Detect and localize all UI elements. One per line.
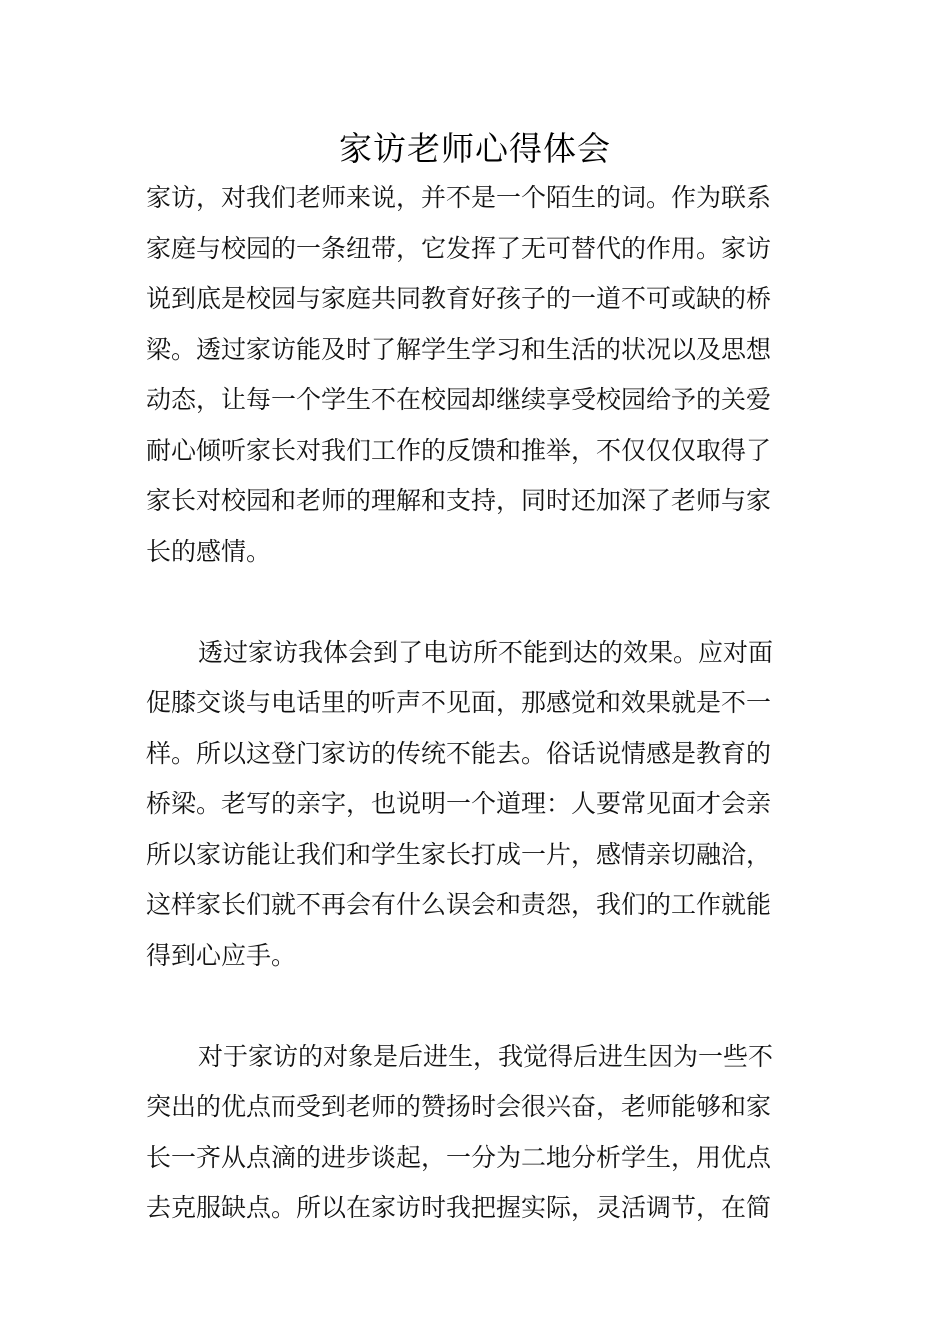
paragraph-line: 家长对校园和老师的理解和支持，同时还加深了老师与家	[146, 486, 772, 515]
paragraph-line: 促膝交谈与电话里的听声不见面，那感觉和效果就是不一	[146, 688, 772, 717]
paragraph-line: 长的感情。	[146, 536, 272, 566]
paragraph-line: 对于家访的对象是后进生，我觉得后进生因为一些不	[198, 1041, 774, 1071]
paragraph-line: 说到底是校园与家庭共同教育好孩子的一道不可或缺的桥	[146, 284, 772, 313]
document-title: 家访老师心得体会	[339, 129, 611, 168]
paragraph-line: 所以家访能让我们和学生家长打成一片，感情亲切融洽，	[146, 839, 772, 869]
paragraph-line: 这样家长们就不再会有什么误会和责怨，我们的工作就能	[146, 890, 772, 919]
paragraph-line: 得到心应手。	[146, 940, 297, 970]
paragraph-spacer	[146, 981, 816, 1032]
paragraph-line: 透过家访我体会到了电访所不能到达的效果。应对面	[198, 637, 774, 667]
paragraph-line: 动态，让每一个学生不在校园却继续享受校园给予的关爱	[146, 385, 772, 414]
paragraph-line: 家访，对我们老师来说，并不是一个陌生的词。作为联系	[146, 183, 772, 212]
paragraph-line: 去克服缺点。所以在家访时我把握实际，灵活调节，在简	[146, 1193, 772, 1222]
paragraph-line: 家庭与校园的一条纽带，它发挥了无可替代的作用。家访	[146, 233, 772, 263]
paragraph-line: 突出的优点而受到老师的赞扬时会很兴奋，老师能够和家	[146, 1092, 772, 1121]
paragraph-line: 长一齐从点滴的进步谈起，一分为二地分析学生，用优点	[146, 1142, 772, 1172]
paragraph-2	[146, 628, 816, 982]
paragraph-line: 样。所以这登门家访的传统不能去。俗话说情感是教育的	[146, 738, 772, 768]
paragraph-spacer	[146, 577, 816, 628]
paragraph-1	[146, 173, 816, 577]
paragraph-3	[146, 1032, 816, 1234]
paragraph-line: 梁。透过家访能及时了解学生学习和生活的状况以及思想	[146, 334, 772, 364]
paragraph-line: 桥梁。老写的亲字，也说明一个道理：人要常见面才会亲	[146, 789, 772, 818]
paragraph-line: 耐心倾听家长对我们工作的反馈和推举，不仅仅仅取得了	[146, 435, 772, 465]
document-body	[146, 173, 816, 1234]
